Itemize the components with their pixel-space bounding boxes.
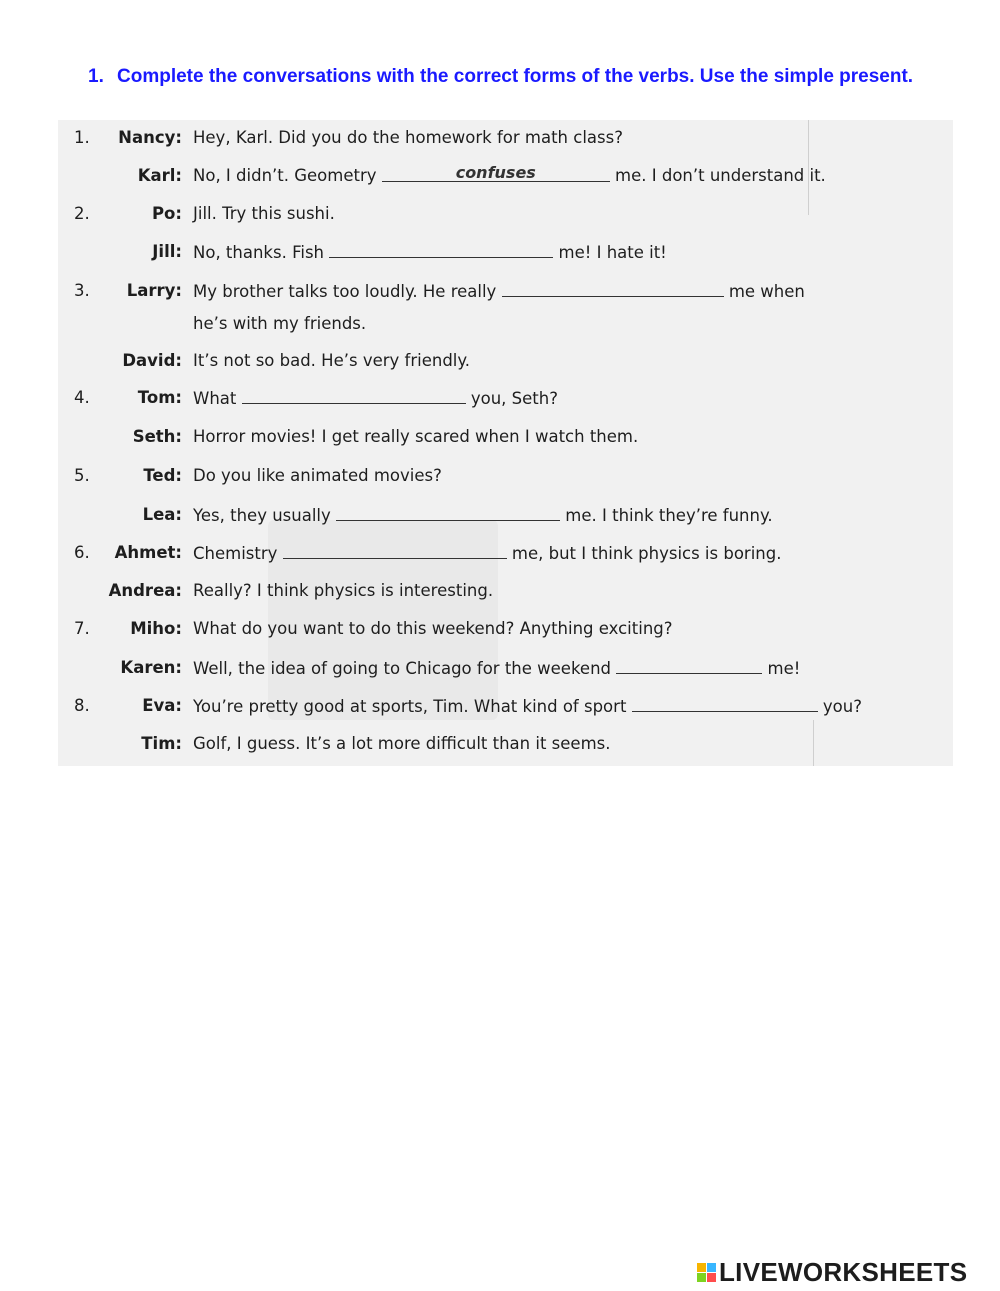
logo-text: LIVEWORKSHEETS xyxy=(719,1256,968,1287)
speaker-name: Miho: xyxy=(130,619,182,638)
answer-blank[interactable] xyxy=(502,281,724,297)
item-number: 8. xyxy=(74,696,90,715)
speaker-name: David: xyxy=(122,351,182,370)
line-text: What you, Seth? xyxy=(193,389,558,408)
line-text: No, thanks. Fish me! I hate it! xyxy=(193,243,667,262)
item-number: 1. xyxy=(74,128,90,147)
line-text: he’s with my friends. xyxy=(193,314,367,333)
item-number: 2. xyxy=(74,204,90,223)
answer-blank[interactable] xyxy=(382,163,610,182)
instruction-text: Complete the conversations with the correct forms of the verbs. Use the simple present. xyxy=(117,66,914,87)
liveworksheets-logo xyxy=(697,1257,967,1287)
logo-square xyxy=(697,1273,706,1282)
answer-blank[interactable] xyxy=(336,505,560,521)
line-text: Chemistry me, but I think physics is boring. xyxy=(193,544,782,563)
speaker-name: Karl: xyxy=(137,166,182,185)
speaker-name: Andrea: xyxy=(108,581,182,600)
line-text: Well, the idea of going to Chicago for the weekend me! xyxy=(193,659,801,678)
line-text: Do you like animated movies? xyxy=(193,466,442,485)
answer-blank[interactable] xyxy=(329,242,553,258)
line-text: My brother talks too loudly. He really me when xyxy=(193,282,805,301)
line-text: Hey, Karl. Did you do the homework for math class? xyxy=(193,128,623,147)
instruction-number: 1. xyxy=(88,66,104,87)
ghost-rule xyxy=(813,720,814,766)
speaker-name: Tim: xyxy=(141,734,182,753)
speaker-name: Ted: xyxy=(143,466,182,485)
item-number: 7. xyxy=(74,619,90,638)
line-text: Jill. Try this sushi. xyxy=(193,204,335,223)
line-text: What do you want to do this weekend? Anything exciting? xyxy=(193,619,673,638)
speaker-name: Seth: xyxy=(132,427,182,446)
line-text: Horror movies! I get really scared when I watch them. xyxy=(193,427,639,446)
line-text: Really? I think physics is interesting. xyxy=(193,581,494,600)
speaker-name: Po: xyxy=(151,204,182,223)
logo-mark-icon xyxy=(697,1263,716,1282)
worksheet-scan xyxy=(58,120,953,766)
line-text: Yes, they usually me. I think they’re funny. xyxy=(193,506,773,525)
item-number: 6. xyxy=(74,543,90,562)
line-text: No, I didn’t. Geometry confuses me. I don’t understand it. xyxy=(193,163,826,185)
item-number: 4. xyxy=(74,388,90,407)
answer-text: confuses xyxy=(455,163,536,182)
line-text: It’s not so bad. He’s very friendly. xyxy=(193,351,471,370)
speaker-name: Nancy: xyxy=(118,128,182,147)
speaker-name: Eva: xyxy=(142,696,182,715)
exercise-instruction xyxy=(88,64,928,89)
answer-blank[interactable] xyxy=(242,388,466,404)
speaker-name: Jill: xyxy=(152,242,182,261)
line-text: You’re pretty good at sports, Tim. What kind of sport you? xyxy=(193,697,862,716)
speaker-name: Karen: xyxy=(120,658,182,677)
speaker-name: Tom: xyxy=(137,388,182,407)
speaker-name: Ahmet: xyxy=(114,543,182,562)
logo-square xyxy=(697,1263,706,1272)
answer-blank[interactable] xyxy=(632,696,818,712)
line-text: Golf, I guess. It’s a lot more difficult than it seems. xyxy=(193,734,611,753)
speaker-name: Larry: xyxy=(126,281,182,300)
logo-square xyxy=(707,1263,716,1272)
speaker-name: Lea: xyxy=(142,505,182,524)
item-number: 5. xyxy=(74,466,90,485)
logo-square xyxy=(707,1273,716,1282)
answer-blank[interactable] xyxy=(283,543,507,559)
item-number: 3. xyxy=(74,281,90,300)
answer-blank[interactable] xyxy=(616,658,762,674)
